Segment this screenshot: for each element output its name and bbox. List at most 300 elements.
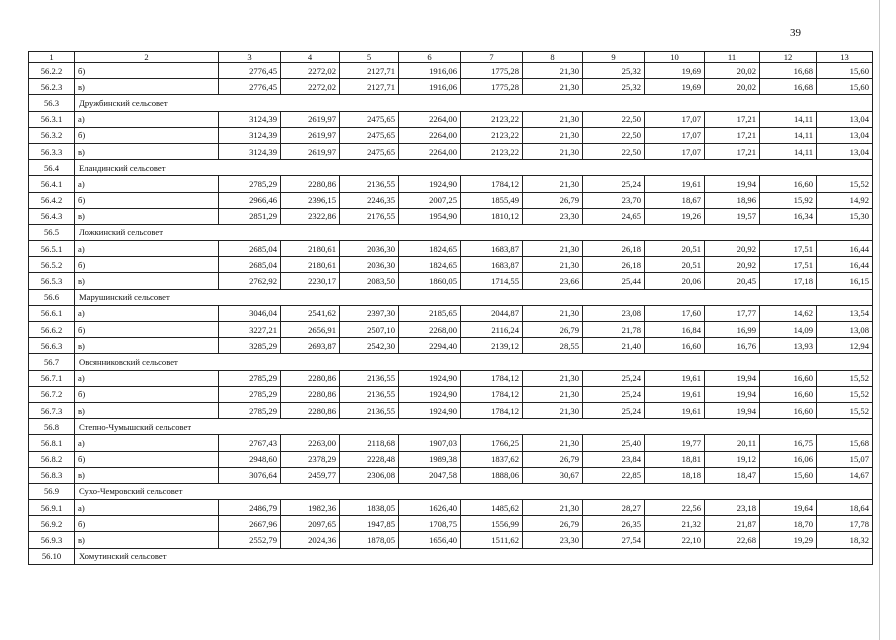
row-code: 56.7.1 [29,370,75,386]
table-cell: 1656,40 [399,532,461,548]
table-cell: 1511,62 [461,532,523,548]
row-subitem: а) [75,435,219,451]
table-row [29,402,873,418]
table-cell: 23,66 [523,273,583,289]
table-cell: 13,04 [817,143,873,159]
table-cell: 15,52 [817,176,873,192]
table-cell: 2127,71 [340,79,399,95]
row-code: 56.6.3 [29,338,75,354]
table-cell: 21,30 [523,176,583,192]
table-cell: 2280,86 [281,402,340,418]
table-cell: 2378,29 [281,451,340,467]
row-code: 56.6.1 [29,305,75,321]
row-code: 56.5.1 [29,241,75,257]
table-cell: 2097,65 [281,516,340,532]
table-cell: 1784,12 [461,370,523,386]
table-row [29,467,873,483]
column-header: 11 [705,52,760,63]
table-cell: 1775,28 [461,79,523,95]
row-code: 56.9.1 [29,500,75,516]
row-subitem: б) [75,257,219,273]
table-cell: 21,30 [523,127,583,143]
table-cell: 2294,40 [399,338,461,354]
table-row [29,143,873,159]
table-cell: 18,18 [645,467,705,483]
table-cell: 30,67 [523,467,583,483]
row-subitem: б) [75,63,219,79]
table-cell: 2264,00 [399,127,461,143]
table-cell: 2785,29 [219,386,281,402]
table-cell: 2396,15 [281,192,340,208]
table-cell: 2044,87 [461,305,523,321]
table-cell: 20,02 [705,63,760,79]
table-cell: 15,92 [760,192,817,208]
table-row [29,127,873,143]
table-cell: 2785,29 [219,370,281,386]
row-subitem: б) [75,516,219,532]
page-edge-line [879,0,880,640]
table-cell: 19,61 [645,370,705,386]
table-cell: 16,60 [760,176,817,192]
table-cell: 13,08 [817,322,873,338]
row-subitem: в) [75,402,219,418]
table-cell: 2785,29 [219,176,281,192]
table-cell: 25,32 [583,63,645,79]
table-cell: 15,52 [817,402,873,418]
table-cell: 2264,00 [399,143,461,159]
column-header: 6 [399,52,461,63]
table-row [29,63,873,79]
table-cell: 2185,65 [399,305,461,321]
table-cell: 2280,86 [281,370,340,386]
table-cell: 21,30 [523,305,583,321]
table-cell: 21,30 [523,79,583,95]
table-cell: 2047,58 [399,467,461,483]
table-cell: 2083,50 [340,273,399,289]
table-cell: 1810,12 [461,208,523,224]
table-cell: 1837,62 [461,451,523,467]
row-code: 56.9 [29,483,75,499]
table-cell: 25,24 [583,402,645,418]
table-cell: 2246,35 [340,192,399,208]
table-cell: 20,51 [645,257,705,273]
table-cell: 16,34 [760,208,817,224]
row-subitem: а) [75,305,219,321]
table-cell: 17,07 [645,127,705,143]
table-cell: 21,30 [523,402,583,418]
table-cell: 3046,04 [219,305,281,321]
table-cell: 1824,65 [399,241,461,257]
table-cell: 16,15 [817,273,873,289]
row-subitem: б) [75,322,219,338]
table-cell: 16,84 [645,322,705,338]
table-cell: 23,30 [523,532,583,548]
table-cell: 13,54 [817,305,873,321]
table-cell: 13,04 [817,127,873,143]
table-cell: 16,99 [705,322,760,338]
table-cell: 14,11 [760,111,817,127]
table-cell: 26,79 [523,192,583,208]
table-cell: 19,61 [645,176,705,192]
table-cell: 2230,17 [281,273,340,289]
table-cell: 2306,08 [340,467,399,483]
section-row [29,483,873,499]
table-cell: 2948,60 [219,451,281,467]
table-cell: 19,64 [760,500,817,516]
table-cell: 22,50 [583,143,645,159]
table-cell: 2272,02 [281,63,340,79]
table-cell: 1766,25 [461,435,523,451]
table-cell: 21,30 [523,143,583,159]
table-cell: 1916,06 [399,79,461,95]
table-cell: 1916,06 [399,63,461,79]
table-cell: 2542,30 [340,338,399,354]
table-cell: 2685,04 [219,257,281,273]
table-cell: 1924,90 [399,370,461,386]
table-cell: 20,92 [705,257,760,273]
table-cell: 18,47 [705,467,760,483]
section-name: Хомутинский сельсовет [75,548,873,564]
table-cell: 14,62 [760,305,817,321]
table-cell: 17,21 [705,127,760,143]
section-row [29,289,873,305]
table-cell: 1924,90 [399,402,461,418]
table-cell: 21,30 [523,111,583,127]
table-row [29,322,873,338]
table-cell: 21,30 [523,63,583,79]
table-row [29,176,873,192]
table-cell: 20,51 [645,241,705,257]
table-cell: 16,44 [817,257,873,273]
row-code: 56.2.2 [29,63,75,79]
table-row [29,273,873,289]
row-subitem: в) [75,79,219,95]
section-row [29,548,873,564]
table-cell: 2123,22 [461,127,523,143]
table-cell: 2118,68 [340,435,399,451]
table-cell: 25,24 [583,370,645,386]
row-code: 56.4.3 [29,208,75,224]
column-header: 8 [523,52,583,63]
table-cell: 1714,55 [461,273,523,289]
table-cell: 2139,12 [461,338,523,354]
table-cell: 20,92 [705,241,760,257]
table-cell: 18,81 [645,451,705,467]
table-cell: 19,94 [705,370,760,386]
table-cell: 2552,79 [219,532,281,548]
table-cell: 2851,29 [219,208,281,224]
table-cell: 2507,10 [340,322,399,338]
table-cell: 15,60 [760,467,817,483]
table-cell: 17,21 [705,111,760,127]
table-cell: 3227,21 [219,322,281,338]
table-cell: 17,60 [645,305,705,321]
table-cell: 19,94 [705,176,760,192]
table-cell: 26,35 [583,516,645,532]
table-row [29,370,873,386]
table-cell: 2619,97 [281,111,340,127]
row-code: 56.6.2 [29,322,75,338]
row-subitem: а) [75,111,219,127]
table-cell: 23,18 [705,500,760,516]
section-name: Ложкинский сельсовет [75,224,873,240]
row-subitem: а) [75,370,219,386]
table-cell: 1683,87 [461,241,523,257]
section-name: Овсянниковский сельсовет [75,354,873,370]
table-cell: 19,61 [645,386,705,402]
table-cell: 1838,05 [340,500,399,516]
table-cell: 2785,29 [219,402,281,418]
table-cell: 14,67 [817,467,873,483]
table-cell: 2136,55 [340,176,399,192]
table-cell: 2136,55 [340,386,399,402]
table-cell: 2667,96 [219,516,281,532]
table-cell: 2693,87 [281,338,340,354]
table-cell: 20,11 [705,435,760,451]
table-cell: 2127,71 [340,63,399,79]
table-cell: 23,84 [583,451,645,467]
row-code: 56.5.2 [29,257,75,273]
row-code: 56.9.3 [29,532,75,548]
section-name: Дружбинский сельсовет [75,95,873,111]
table-cell: 23,70 [583,192,645,208]
row-subitem: в) [75,208,219,224]
table-cell: 1878,05 [340,532,399,548]
row-code: 56.7.2 [29,386,75,402]
table-cell: 2767,43 [219,435,281,451]
table-cell: 2264,00 [399,111,461,127]
table-row [29,111,873,127]
table-cell: 21,40 [583,338,645,354]
row-code: 56.3.1 [29,111,75,127]
row-code: 56.10 [29,548,75,564]
table-cell: 22,10 [645,532,705,548]
table-cell: 2123,22 [461,143,523,159]
table-cell: 13,04 [817,111,873,127]
row-subitem: в) [75,273,219,289]
tariff-table [28,51,873,565]
column-header: 1 [29,52,75,63]
table-cell: 2268,00 [399,322,461,338]
section-name: Степно-Чумышский сельсовет [75,419,873,435]
row-subitem: а) [75,241,219,257]
table-cell: 1860,05 [399,273,461,289]
table-cell: 15,07 [817,451,873,467]
row-code: 56.5 [29,224,75,240]
row-subitem: а) [75,500,219,516]
table-cell: 1924,90 [399,176,461,192]
table-cell: 2619,97 [281,127,340,143]
table-cell: 1888,06 [461,467,523,483]
table-row [29,338,873,354]
table-cell: 19,77 [645,435,705,451]
table-cell: 2475,65 [340,127,399,143]
table-cell: 21,30 [523,435,583,451]
row-code: 56.2.3 [29,79,75,95]
row-code: 56.8.2 [29,451,75,467]
row-code: 56.3 [29,95,75,111]
table-cell: 17,18 [760,273,817,289]
row-code: 56.8 [29,419,75,435]
table-cell: 14,11 [760,143,817,159]
table-cell: 13,93 [760,338,817,354]
table-cell: 17,07 [645,111,705,127]
column-header: 2 [75,52,219,63]
table-cell: 2475,65 [340,111,399,127]
table-cell: 20,06 [645,273,705,289]
table-cell: 1954,90 [399,208,461,224]
table-cell: 1683,87 [461,257,523,273]
table-cell: 15,52 [817,370,873,386]
table-cell: 2475,65 [340,143,399,159]
table-cell: 16,06 [760,451,817,467]
table-cell: 16,76 [705,338,760,354]
row-code: 56.4 [29,160,75,176]
table-cell: 20,45 [705,273,760,289]
table-cell: 14,11 [760,127,817,143]
table-cell: 1708,75 [399,516,461,532]
table-row [29,532,873,548]
section-name: Марушинский сельсовет [75,289,873,305]
table-cell: 22,85 [583,467,645,483]
table-cell: 2322,86 [281,208,340,224]
section-name: Сухо-Чемровский сельсовет [75,483,873,499]
page-number: 39 [790,27,801,39]
table-cell: 2685,04 [219,241,281,257]
table-cell: 21,30 [523,370,583,386]
table-cell: 16,68 [760,79,817,95]
table-cell: 2024,36 [281,532,340,548]
table-cell: 2176,55 [340,208,399,224]
table-cell: 2762,92 [219,273,281,289]
table-cell: 24,65 [583,208,645,224]
table-cell: 15,52 [817,386,873,402]
table-row [29,435,873,451]
table-cell: 2541,62 [281,305,340,321]
table-cell: 2966,46 [219,192,281,208]
table-row [29,516,873,532]
table-cell: 1924,90 [399,386,461,402]
table-cell: 18,67 [645,192,705,208]
table-cell: 19,69 [645,79,705,95]
row-code: 56.5.3 [29,273,75,289]
table-row [29,79,873,95]
row-code: 56.3.3 [29,143,75,159]
table-cell: 26,79 [523,451,583,467]
table-cell: 15,30 [817,208,873,224]
table-cell: 16,68 [760,63,817,79]
table-cell: 16,75 [760,435,817,451]
table-cell: 21,78 [583,322,645,338]
table-row [29,500,873,516]
table-cell: 2263,00 [281,435,340,451]
column-header: 3 [219,52,281,63]
row-code: 56.3.2 [29,127,75,143]
table-cell: 1784,12 [461,176,523,192]
table-cell: 16,44 [817,241,873,257]
table-cell: 22,56 [645,500,705,516]
table-cell: 2397,30 [340,305,399,321]
row-code: 56.8.1 [29,435,75,451]
table-cell: 1855,49 [461,192,523,208]
table-cell: 2123,22 [461,111,523,127]
table-cell: 14,92 [817,192,873,208]
table-cell: 17,21 [705,143,760,159]
table-cell: 3124,39 [219,143,281,159]
table-cell: 15,60 [817,79,873,95]
section-row [29,160,873,176]
table-cell: 1775,28 [461,63,523,79]
row-code: 56.6 [29,289,75,305]
row-subitem: а) [75,176,219,192]
table-cell: 1947,85 [340,516,399,532]
column-header: 13 [817,52,873,63]
table-row [29,451,873,467]
table-cell: 2036,30 [340,257,399,273]
table-cell: 23,08 [583,305,645,321]
table-cell: 21,30 [523,386,583,402]
table-cell: 1784,12 [461,402,523,418]
table-cell: 17,78 [817,516,873,532]
table-cell: 17,77 [705,305,760,321]
table-cell: 27,54 [583,532,645,548]
table-cell: 17,07 [645,143,705,159]
table-cell: 18,64 [817,500,873,516]
table-cell: 1485,62 [461,500,523,516]
row-code: 56.4.1 [29,176,75,192]
table-cell: 3076,64 [219,467,281,483]
table-cell: 1556,99 [461,516,523,532]
row-code: 56.7 [29,354,75,370]
table-cell: 21,30 [523,257,583,273]
table-cell: 2116,24 [461,322,523,338]
table-cell: 17,51 [760,257,817,273]
table-cell: 14,09 [760,322,817,338]
table-row [29,305,873,321]
table-cell: 2459,77 [281,467,340,483]
table-cell: 12,94 [817,338,873,354]
table-cell: 2272,02 [281,79,340,95]
column-header: 5 [340,52,399,63]
table-cell: 2228,48 [340,451,399,467]
table-row [29,208,873,224]
table-cell: 18,70 [760,516,817,532]
table-cell: 2280,86 [281,176,340,192]
table-cell: 19,61 [645,402,705,418]
table-cell: 2180,61 [281,257,340,273]
row-subitem: б) [75,192,219,208]
table-cell: 26,18 [583,241,645,257]
table-cell: 2619,97 [281,143,340,159]
table-cell: 15,68 [817,435,873,451]
table-row [29,386,873,402]
row-subitem: б) [75,386,219,402]
table-cell: 25,24 [583,176,645,192]
section-row [29,95,873,111]
table-cell: 3124,39 [219,127,281,143]
table-body [29,63,873,565]
row-subitem: в) [75,143,219,159]
column-number-row [29,52,873,63]
table-cell: 22,68 [705,532,760,548]
row-subitem: в) [75,338,219,354]
table-cell: 19,94 [705,386,760,402]
section-row [29,354,873,370]
table-cell: 28,55 [523,338,583,354]
table-cell: 19,12 [705,451,760,467]
table-cell: 25,40 [583,435,645,451]
table-cell: 2656,91 [281,322,340,338]
